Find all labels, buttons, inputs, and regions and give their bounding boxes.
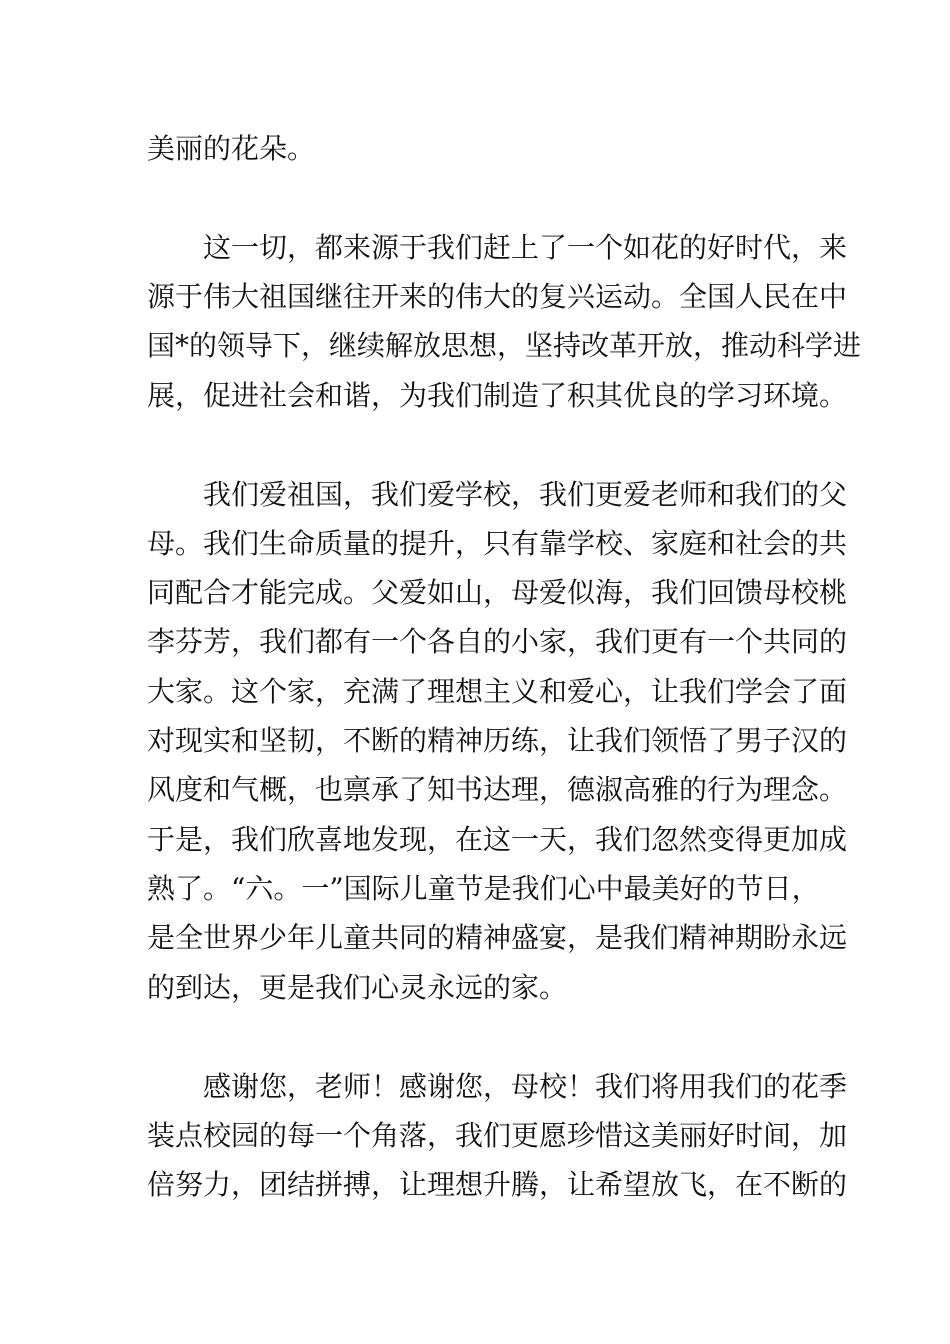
text-line: 展，促进社会和谐，为我们制造了积其优良的学习环境。 xyxy=(147,379,848,412)
text-line: 装点校园的每一个角落，我们更愿珍惜这美丽好时间，加 xyxy=(147,1119,848,1152)
text-line: 源于伟大祖国继往开来的伟大的复兴运动。全国人民在中 xyxy=(147,280,848,313)
text-line: 母。我们生命质量的提升，只有靠学校、家庭和社会的共 xyxy=(147,527,848,560)
text-line: 感谢您，老师！感谢您，母校！我们将用我们的花季 xyxy=(203,1070,848,1103)
text-line: 的到达，更是我们心灵永远的家。 xyxy=(147,971,568,1004)
text-line: 是全世界少年儿童共同的精神盛宴，是我们精神期盼永远 xyxy=(147,921,848,954)
text-line: 大家。这个家，充满了理想主义和爱心，让我们学会了面 xyxy=(147,675,848,708)
text-line: 风度和气概，也禀承了知书达理，德淑高雅的行为理念。 xyxy=(147,773,848,806)
text-line: 我们爱祖国，我们爱学校，我们更爱老师和我们的父 xyxy=(203,478,848,511)
text-line: 熟了。“六。一”国际儿童节是我们心中最美好的节日， xyxy=(147,872,820,905)
text-line: 倍努力，团结拼搏，让理想升腾，让希望放飞，在不断的 xyxy=(147,1168,848,1201)
text-line: 这一切，都来源于我们赶上了一个如花的好时代，来 xyxy=(203,231,848,264)
text-line: 美丽的花朵。 xyxy=(147,132,316,165)
text-line: 于是，我们欣喜地发现，在这一天，我们忽然变得更加成 xyxy=(147,823,848,856)
text-line: 国*的领导下，继续解放思想，坚持改革开放，推动科学进 xyxy=(147,329,862,362)
text-line: 李芬芳，我们都有一个各自的小家，我们更有一个共同的 xyxy=(147,625,848,658)
text-line: 同配合才能完成。父爱如山，母爱似海，我们回馈母校桃 xyxy=(147,576,848,609)
text-line: 对现实和坚韧，不断的精神历练，让我们领悟了男子汉的 xyxy=(147,724,848,757)
